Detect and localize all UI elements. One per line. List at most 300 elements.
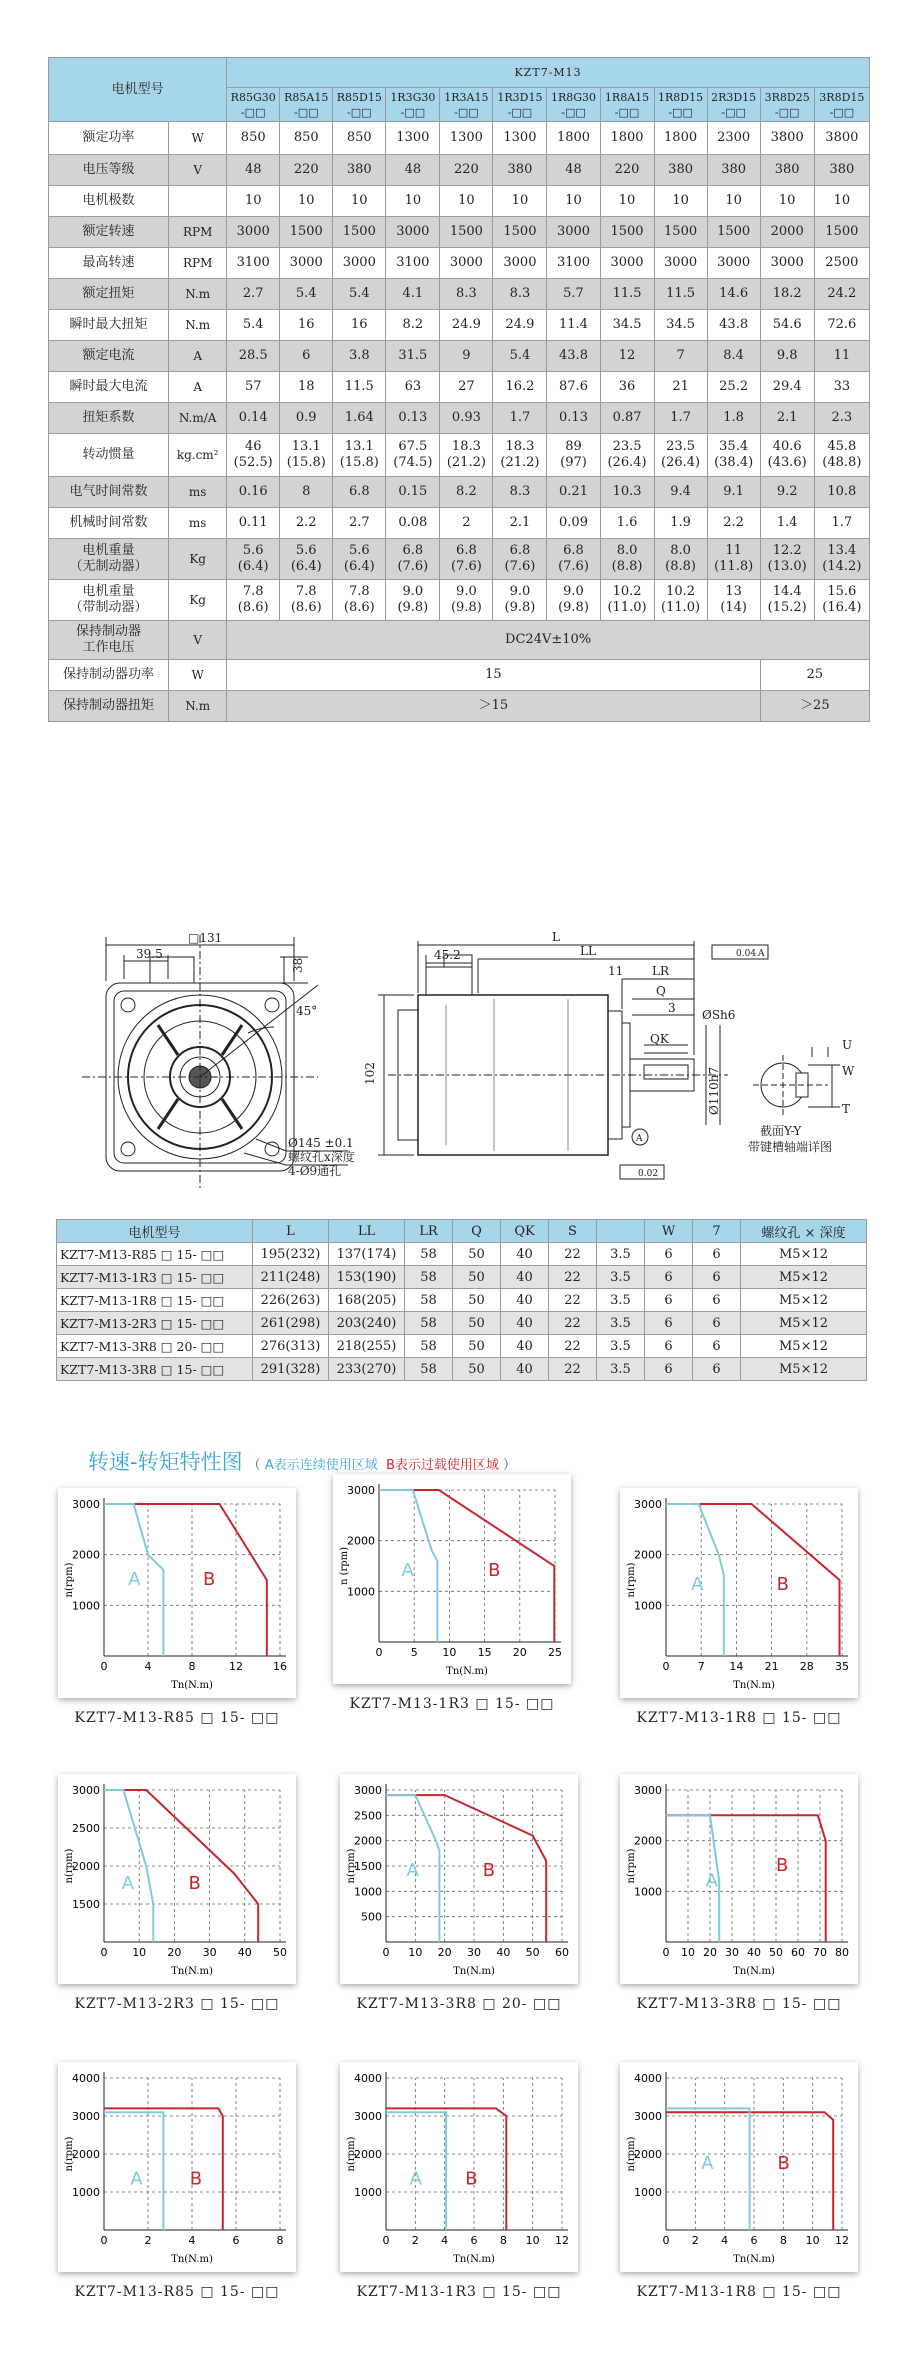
spec-cell: 10 — [814, 186, 869, 217]
spec-cell: 2.2 — [280, 508, 333, 539]
spec-cell: 7.8 (8.6) — [333, 580, 386, 621]
dim-cell: 6 — [693, 1243, 741, 1266]
dim-cell: 168(205) — [329, 1289, 405, 1312]
y-tick-label: 4000 — [72, 2072, 100, 2085]
x-tick-label: 0 — [662, 1946, 670, 1959]
spec-cell: 3000 — [547, 217, 600, 248]
model-code: R85A15 -□□ — [280, 88, 333, 122]
dim-cell: 3.5 — [597, 1289, 645, 1312]
spec-cell: 10 — [386, 186, 440, 217]
x-tick-label: 20 — [703, 1946, 717, 1959]
dim-cell: 6 — [645, 1243, 693, 1266]
x-tick-label: 15 — [477, 1646, 492, 1659]
spec-cell: 10 — [333, 186, 386, 217]
dim-cell: 22 — [549, 1289, 597, 1312]
spec-cell: 1.4 — [760, 508, 814, 539]
x-axis-label: Tn(N.m) — [733, 1680, 775, 1691]
chart-svg — [620, 1774, 858, 1984]
spec-row-label: 额定扭矩 — [49, 279, 169, 310]
chart-caption: KZT7-M13-2R3 □ 15- □□ — [74, 1996, 280, 2012]
x-tick-label: 70 — [813, 1946, 827, 1959]
spec-cell: 1500 — [333, 217, 386, 248]
x-tick-label: 35 — [835, 1660, 849, 1673]
label-Q: Q — [656, 984, 666, 998]
spec-cell: 1.8 — [707, 403, 760, 434]
dim-row — [57, 1289, 867, 1312]
label-flatness: 0.02 — [638, 1169, 659, 1179]
spec-row — [49, 508, 870, 539]
x-tick-label: 20 — [437, 1946, 452, 1959]
note-close: ） — [498, 1458, 517, 1473]
spec-cell: 10 — [707, 186, 760, 217]
spec-header-row — [49, 58, 870, 88]
x-tick-label: 50 — [273, 1946, 287, 1959]
spec-cell: 5.6 (6.4) — [227, 539, 280, 580]
region-b-label: B — [189, 2168, 203, 2190]
shaft-section-view — [753, 1047, 840, 1115]
dim-cell: 218(255) — [329, 1335, 405, 1358]
spec-row — [49, 372, 870, 403]
speed-torque-chart — [620, 1774, 858, 1984]
region-a-label: A — [401, 1560, 414, 1582]
spec-cell: 1.64 — [333, 403, 386, 434]
dim-cell: 50 — [453, 1335, 501, 1358]
region-a-label: A — [128, 1569, 141, 1591]
chart-title-note — [248, 1458, 516, 1473]
spec-cell: 10 — [493, 186, 547, 217]
dim-cell: 58 — [405, 1266, 453, 1289]
spec-cell: 11.5 — [654, 279, 707, 310]
chart-svg — [58, 1774, 296, 1984]
spec-cell: 1500 — [440, 217, 493, 248]
y-tick-label: 4000 — [634, 2072, 662, 2085]
spec-cell: 31.5 — [386, 341, 440, 372]
chart-svg — [340, 2062, 578, 2272]
motor-dimension-drawing — [48, 915, 870, 1195]
spec-cell: 54.6 — [760, 310, 814, 341]
label-angle: 45° — [296, 1004, 318, 1018]
speed-torque-chart — [58, 2062, 296, 2272]
chart-caption: KZT7-M13-R85 □ 15- □□ — [74, 2284, 280, 2300]
spec-cell: 8.0 (8.8) — [600, 539, 654, 580]
x-tick-label: 12 — [555, 2234, 569, 2247]
spec-cell: 8.2 — [386, 310, 440, 341]
x-tick-label: 25 — [548, 1646, 562, 1659]
spec-cell: 0.08 — [386, 508, 440, 539]
spec-row-label: 扭矩系数 — [49, 403, 169, 434]
spec-cell: 2.7 — [333, 508, 386, 539]
x-tick-label: 6 — [750, 2234, 758, 2247]
y-axis-label: n(rpm) — [64, 2136, 75, 2172]
spec-row-label: 额定电流 — [49, 341, 169, 372]
y-tick-label: 1500 — [354, 1860, 382, 1873]
spec-cell: 0.9 — [280, 403, 333, 434]
y-tick-label: 3000 — [354, 1784, 382, 1797]
spec-cell: 2500 — [814, 248, 869, 279]
section-caption: 截面Y-Y — [760, 1124, 802, 1138]
x-axis-label: Tn(N.m) — [733, 2254, 775, 2265]
x-tick-label: 0 — [382, 1946, 390, 1959]
x-tick-label: 10 — [525, 2234, 540, 2247]
dim-cell: 3.5 — [597, 1358, 645, 1381]
x-tick-label: 12 — [835, 2234, 849, 2247]
dim-model-cell: KZT7-M13-R85 □ 15- □□ — [57, 1243, 253, 1266]
dim-cell: 40 — [501, 1358, 549, 1381]
dim-row — [57, 1312, 867, 1335]
spec-cell: 3800 — [814, 122, 869, 155]
spec-cell: 3000 — [654, 248, 707, 279]
x-tick-label: 30 — [467, 1946, 481, 1959]
spec-row-unit: W — [169, 122, 227, 155]
y-tick-label: 1500 — [72, 1898, 100, 1911]
region-b-label: B — [776, 1574, 789, 1596]
dim-cell: 40 — [501, 1266, 549, 1289]
brake-power-value-b: 25 — [760, 660, 869, 691]
spec-row-label: 电机重量 （无制动器） — [49, 539, 169, 580]
spec-cell: 0.15 — [386, 477, 440, 508]
spec-row — [49, 186, 870, 217]
spec-cell: 2.1 — [760, 403, 814, 434]
x-tick-label: 40 — [747, 1946, 761, 1959]
dim-cell: 40 — [501, 1243, 549, 1266]
spec-cell: 11.5 — [600, 279, 654, 310]
spec-cell: 8 — [280, 477, 333, 508]
x-tick-label: 40 — [496, 1946, 511, 1959]
dim-cell: 3.5 — [597, 1243, 645, 1266]
spec-cell: 6.8 (7.6) — [440, 539, 493, 580]
dim-cell: 58 — [405, 1312, 453, 1335]
dim-cell: 3.5 — [597, 1335, 645, 1358]
dim-cell: M5×12 — [741, 1312, 867, 1335]
x-tick-label: 0 — [375, 1646, 383, 1659]
region-b-label: B — [188, 1872, 201, 1894]
dim-header-cell: 螺纹孔 × 深度 — [741, 1220, 867, 1243]
spec-cell: 67.5 (74.5) — [386, 434, 440, 477]
dim-cell: 137(174) — [329, 1243, 405, 1266]
label-6: 3 — [668, 1001, 676, 1015]
spec-row-unit: RPM — [169, 217, 227, 248]
spec-cell: 0.21 — [547, 477, 600, 508]
x-tick-label: 12 — [229, 1660, 243, 1673]
spec-cell: 89 (97) — [547, 434, 600, 477]
spec-cell: 6.8 — [333, 477, 386, 508]
label-pcd: Ø145 ±0.1 — [288, 1136, 354, 1150]
spec-cell: 0.93 — [440, 403, 493, 434]
label-11: 11 — [608, 964, 624, 978]
region-a-label: A — [130, 2168, 143, 2190]
spec-cell: 43.8 — [707, 310, 760, 341]
spec-cell: 10 — [654, 186, 707, 217]
spec-cell: 7.8 (8.6) — [280, 580, 333, 621]
spec-cell: 3000 — [600, 248, 654, 279]
spec-cell: 1.7 — [814, 508, 869, 539]
spec-cell: 10.8 — [814, 477, 869, 508]
dim-cell: 3.5 — [597, 1266, 645, 1289]
overload-curve — [104, 1790, 258, 1942]
spec-row — [49, 279, 870, 310]
spec-cell: 2.2 — [707, 508, 760, 539]
spec-row-unit: Kg — [169, 580, 227, 621]
spec-cell: 3000 — [760, 248, 814, 279]
y-axis-label: n(rpm) — [346, 2136, 357, 2172]
region-a-label: A — [705, 1870, 718, 1892]
spec-cell: 34.5 — [654, 310, 707, 341]
spec-cell: 18.2 — [760, 279, 814, 310]
x-axis-label: Tn(N.m) — [733, 1966, 775, 1977]
chart-caption: KZT7-M13-3R8 □ 20- □□ — [356, 1996, 562, 2012]
y-tick-label: 1000 — [347, 1585, 375, 1599]
spec-cell: 1300 — [386, 122, 440, 155]
spec-cell: 25.2 — [707, 372, 760, 403]
dim-cell: 6 — [693, 1358, 741, 1381]
label-LL: LL — [580, 944, 596, 958]
spec-cell: 1800 — [654, 122, 707, 155]
y-tick-label: 2000 — [72, 1860, 100, 1873]
chart-svg — [333, 1474, 571, 1684]
spec-cell: 9 — [440, 341, 493, 372]
x-tick-label: 21 — [764, 1660, 779, 1673]
dim-header-cell: Q — [453, 1220, 501, 1243]
y-tick-label: 3000 — [634, 2110, 662, 2123]
spec-cell: 9.0 (9.8) — [547, 580, 600, 621]
dim-header-cell: 电机型号 — [57, 1220, 253, 1243]
spec-cell: 0.14 — [227, 403, 280, 434]
spec-cell: 63 — [386, 372, 440, 403]
spec-cell: 3.8 — [333, 341, 386, 372]
series-label: KZT7-M13 — [227, 58, 870, 88]
spec-row-label: 最高转速 — [49, 248, 169, 279]
dim-model-cell: KZT7-M13-2R3 □ 15- □□ — [57, 1312, 253, 1335]
x-tick-label: 10 — [408, 1946, 423, 1959]
dim-cell: 50 — [453, 1243, 501, 1266]
spec-row-unit: N.m/A — [169, 403, 227, 434]
x-tick-label: 0 — [100, 1946, 108, 1959]
spec-cell: 8.3 — [493, 279, 547, 310]
x-tick-label: 50 — [769, 1946, 783, 1959]
x-tick-label: 0 — [100, 2234, 108, 2247]
y-tick-label: 1000 — [354, 2186, 382, 2199]
dim-cell: M5×12 — [741, 1358, 867, 1381]
spec-row-unit — [169, 186, 227, 217]
spec-cell: 18 — [280, 372, 333, 403]
x-tick-label: 40 — [237, 1946, 252, 1959]
spec-cell: 35.4 (38.4) — [707, 434, 760, 477]
spec-row — [49, 310, 870, 341]
spec-cell: 11.4 — [547, 310, 600, 341]
spec-row — [49, 434, 870, 477]
spec-cell: 3000 — [386, 217, 440, 248]
y-tick-label: 1000 — [72, 2186, 100, 2199]
label-tolerance-datum: A — [758, 949, 765, 959]
spec-cell: 23.5 (26.4) — [600, 434, 654, 477]
x-tick-label: 30 — [725, 1946, 739, 1959]
spec-cell: 11 — [814, 341, 869, 372]
y-axis-label: n(rpm) — [64, 1562, 75, 1598]
chart-caption: KZT7-M13-3R8 □ 15- □□ — [636, 1996, 842, 2012]
spec-cell: 34.5 — [600, 310, 654, 341]
spec-cell: 16 — [333, 310, 386, 341]
y-axis-label: n(rpm) — [626, 1562, 637, 1598]
brake-torque-unit: N.m — [169, 691, 227, 722]
x-tick-label: 20 — [167, 1946, 182, 1959]
x-tick-label: 10 — [805, 2234, 820, 2247]
dim-model-cell: KZT7-M13-3R8 □ 15- □□ — [57, 1358, 253, 1381]
side-view — [378, 941, 768, 1179]
spec-cell: 14.4 (15.2) — [760, 580, 814, 621]
region-b-label: B — [488, 1560, 501, 1582]
spec-cell: 1.7 — [493, 403, 547, 434]
x-axis-label: Tn(N.m) — [446, 1666, 488, 1677]
brake-voltage-row — [49, 621, 870, 660]
spec-cell: 1300 — [440, 122, 493, 155]
brake-torque-label: 保持制动器扭矩 — [49, 691, 169, 722]
spec-cell: 18.3 (21.2) — [440, 434, 493, 477]
dim-header-cell: W — [645, 1220, 693, 1243]
x-tick-label: 8 — [188, 1660, 196, 1673]
spec-cell: 3000 — [280, 248, 333, 279]
dim-header-cell: LR — [405, 1220, 453, 1243]
spec-row-unit: kg.cm² — [169, 434, 227, 477]
model-code: 1R8D15 -□□ — [654, 88, 707, 122]
spec-cell: 12.2 (13.0) — [760, 539, 814, 580]
region-b-label: B — [203, 1569, 216, 1591]
label-39-5: 39.5 — [136, 947, 163, 961]
spec-cell: 8.3 — [493, 477, 547, 508]
spec-cell: 48 — [386, 155, 440, 186]
spec-cell: 380 — [707, 155, 760, 186]
spec-cell: 3100 — [227, 248, 280, 279]
spec-cell: 2300 — [707, 122, 760, 155]
x-tick-label: 10 — [681, 1946, 695, 1959]
section-caption-2: 带键槽轴端详图 — [748, 1140, 833, 1154]
label-T: T — [842, 1102, 851, 1116]
spec-cell: 0.13 — [547, 403, 600, 434]
y-tick-label: 3000 — [354, 2110, 382, 2123]
spec-row-unit: ms — [169, 508, 227, 539]
dim-model-cell: KZT7-M13-1R8 □ 15- □□ — [57, 1289, 253, 1312]
spec-cell: 380 — [654, 155, 707, 186]
y-tick-label: 3000 — [72, 1784, 100, 1797]
dim-cell: 6 — [693, 1266, 741, 1289]
spec-cell: 1500 — [654, 217, 707, 248]
chart-svg — [58, 1488, 296, 1698]
y-tick-label: 1000 — [72, 1599, 100, 1613]
speed-torque-chart — [58, 1774, 296, 1984]
spec-cell: 18.3 (21.2) — [493, 434, 547, 477]
dim-model-cell: KZT7-M13-3R8 □ 20- □□ — [57, 1335, 253, 1358]
spec-cell: 5.7 — [547, 279, 600, 310]
spec-cell: 13.1 (15.8) — [280, 434, 333, 477]
spec-cell: 2.1 — [493, 508, 547, 539]
dim-cell: 6 — [645, 1335, 693, 1358]
x-tick-label: 14 — [729, 1660, 744, 1673]
spec-row — [49, 403, 870, 434]
x-tick-label: 80 — [835, 1946, 849, 1959]
spec-row-label: 额定功率 — [49, 122, 169, 155]
label-QK: QK — [650, 1032, 669, 1046]
y-tick-label: 2000 — [634, 1834, 662, 1848]
spec-cell: 850 — [280, 122, 333, 155]
label-W: W — [842, 1064, 855, 1078]
y-tick-label: 2000 — [354, 1834, 382, 1848]
spec-cell: 5.6 (6.4) — [333, 539, 386, 580]
dim-cell: 291(328) — [253, 1358, 329, 1381]
y-tick-label: 3000 — [634, 1784, 662, 1797]
brake-torque-value-a: ＞15 — [227, 691, 760, 722]
spec-cell: 33 — [814, 372, 869, 403]
y-tick-label: 2000 — [354, 2148, 382, 2161]
y-tick-label: 2000 — [347, 1534, 375, 1548]
spec-cell: 1.7 — [654, 403, 707, 434]
dim-header-cell: 7 — [693, 1220, 741, 1243]
dim-cell: 22 — [549, 1312, 597, 1335]
x-tick-label: 8 — [779, 2234, 787, 2247]
model-code: R85G30 -□□ — [227, 88, 280, 122]
spec-cell: 3100 — [386, 248, 440, 279]
spec-cell: 10 — [280, 186, 333, 217]
label-U: U — [842, 1038, 853, 1052]
speed-torque-chart — [333, 1474, 571, 1684]
spec-cell: 1500 — [814, 217, 869, 248]
model-code: 3R8D25 -□□ — [760, 88, 814, 122]
spec-cell: 10.2 (11.0) — [600, 580, 654, 621]
spec-cell: 8.3 — [440, 279, 493, 310]
dim-header-cell: L — [253, 1220, 329, 1243]
dim-cell: 50 — [453, 1312, 501, 1335]
dim-cell: 40 — [501, 1289, 549, 1312]
spec-cell: 27 — [440, 372, 493, 403]
dim-row — [57, 1266, 867, 1289]
y-tick-label: 3000 — [634, 1498, 662, 1511]
speed-torque-chart — [340, 2062, 578, 2272]
spec-row-label: 机械时间常数 — [49, 508, 169, 539]
x-tick-label: 30 — [202, 1946, 217, 1959]
brake-torque-value-b: ＞25 — [760, 691, 869, 722]
spec-cell: 87.6 — [547, 372, 600, 403]
dim-cell: 195(232) — [253, 1243, 329, 1266]
chart-svg — [58, 2062, 296, 2272]
spec-cell: 220 — [440, 155, 493, 186]
dim-cell: M5×12 — [741, 1289, 867, 1312]
dim-cell: 58 — [405, 1289, 453, 1312]
dim-cell: 6 — [645, 1266, 693, 1289]
dim-cell: 6 — [693, 1289, 741, 1312]
spec-cell: 45.8 (48.8) — [814, 434, 869, 477]
dim-cell: 22 — [549, 1335, 597, 1358]
spec-cell: 3000 — [227, 217, 280, 248]
spec-cell: 10 — [440, 186, 493, 217]
brake-torque-row — [49, 691, 870, 722]
spec-cell: 11 (11.8) — [707, 539, 760, 580]
region-a-label: A — [701, 2153, 714, 2175]
dim-cell: 50 — [453, 1289, 501, 1312]
model-code: 1R8A15 -□□ — [600, 88, 654, 122]
spec-cell: 220 — [600, 155, 654, 186]
dim-cell: 6 — [693, 1335, 741, 1358]
region-a-label: A — [409, 2168, 422, 2190]
dim-header-cell: S — [549, 1220, 597, 1243]
spec-cell: 9.4 — [654, 477, 707, 508]
spec-cell: 3100 — [547, 248, 600, 279]
spec-cell: 1300 — [493, 122, 547, 155]
spec-cell: 8.2 — [440, 477, 493, 508]
y-tick-label: 3000 — [347, 1484, 375, 1497]
dim-cell: 22 — [549, 1266, 597, 1289]
x-tick-label: 10 — [132, 1946, 147, 1959]
dim-row — [57, 1335, 867, 1358]
spec-cell: 23.5 (26.4) — [654, 434, 707, 477]
y-tick-label: 1000 — [634, 1885, 662, 1899]
